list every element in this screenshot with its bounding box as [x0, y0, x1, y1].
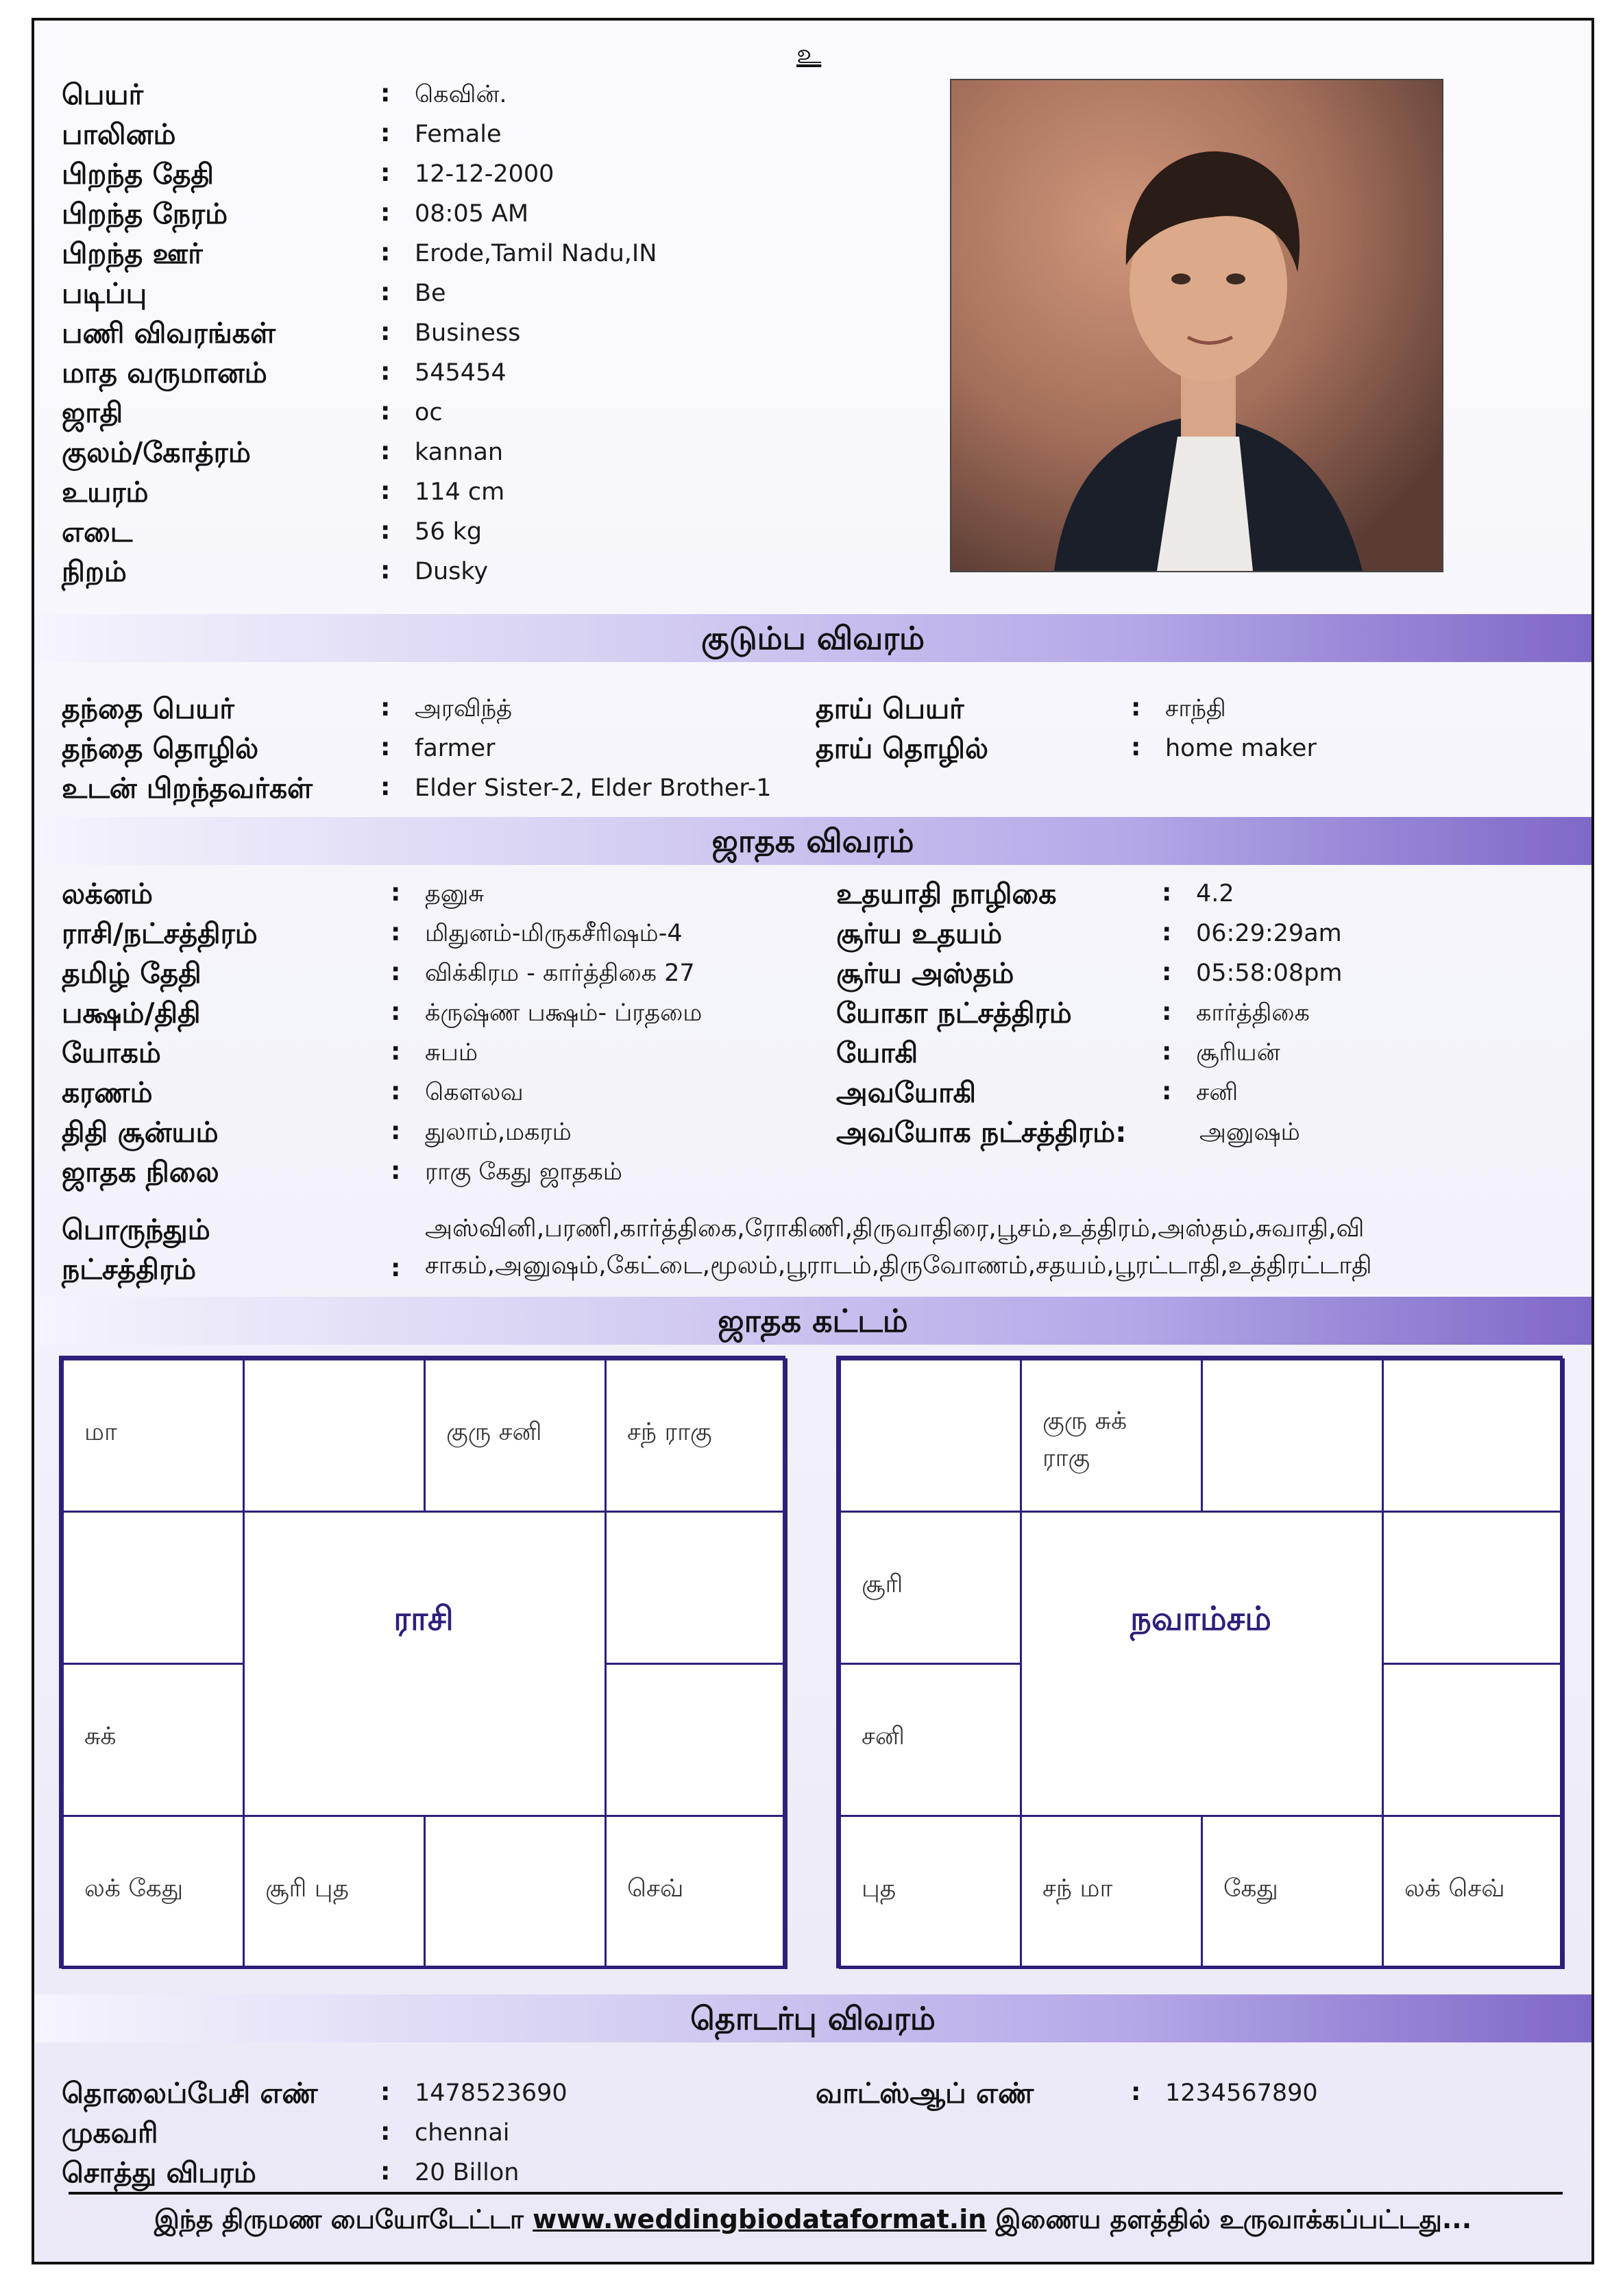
personal-value: 56 kg	[415, 518, 483, 546]
rasi-cell	[62, 1358, 245, 1513]
personal-value: Be	[415, 280, 446, 307]
phone-label: தொலைப்பேசி எண்	[62, 2077, 318, 2110]
horoscope-colon: :	[391, 1117, 401, 1145]
horoscope-label: பக்ஷம்/திதி	[62, 997, 201, 1029]
rasi-cell	[605, 1358, 788, 1513]
horoscope-label: ராசி/நட்சத்திரம்	[62, 917, 258, 950]
personal-label: பிறந்த நேரம்	[62, 197, 228, 230]
horoscope-right-colon: :	[1162, 998, 1172, 1026]
navamsam-cell	[839, 1815, 1022, 1969]
matching-stars-value-2: சாகம்,அனுஷம்,கேட்டை,மூலம்,பூராடம்,திருவோணம்,சதயம்,பூரட்டாதி,உத்திரட்டாதி	[425, 1251, 1372, 1280]
rasi-cell-planets: செவ்	[627, 1874, 684, 1903]
personal-label: படிப்பு	[62, 277, 147, 310]
personal-colon: :	[380, 159, 391, 187]
horoscope-colon: :	[391, 1077, 401, 1106]
footer-divider	[69, 2192, 1563, 2195]
avayoga-star-label: அவயோக நட்சத்திரம்:	[836, 1116, 1127, 1149]
family-section-header	[34, 614, 1591, 662]
top-mark: உ	[796, 38, 822, 70]
horoscope-right-value: சனி	[1196, 1079, 1238, 1106]
horoscope-value: விக்கிரம - கார்த்திகை 27	[425, 960, 695, 987]
personal-colon: :	[380, 199, 391, 227]
horoscope-label: கரணம்	[62, 1076, 153, 1109]
rasi-cell	[243, 1358, 426, 1513]
horoscope-right-colon: :	[1162, 918, 1172, 947]
navamsam-cell	[839, 1663, 1022, 1817]
whatsapp-value: 1234567890	[1165, 2079, 1318, 2107]
horoscope-right-colon: :	[1162, 958, 1172, 986]
horoscope-colon: :	[391, 1038, 401, 1066]
personal-label: எடை	[62, 515, 133, 548]
rasi-chart-title: ராசி	[393, 1600, 454, 1638]
personal-value: Dusky	[415, 558, 489, 585]
horoscope-label: தமிழ் தேதி	[62, 957, 202, 990]
charts-section-header	[34, 1297, 1591, 1345]
personal-label: ஜாதி	[62, 396, 123, 429]
personal-label: பணி விவரங்கள்	[62, 317, 276, 350]
rasi-cell	[605, 1663, 788, 1817]
horoscope-label: லக்னம்	[62, 877, 154, 910]
rasi-cell	[424, 1815, 607, 1969]
address-label: முகவரி	[62, 2116, 158, 2149]
horoscope-right-label: சூர்ய உதயம்	[836, 917, 1003, 950]
personal-value: Female	[415, 121, 502, 148]
rasi-cell-planets: குரு சனி	[446, 1418, 542, 1446]
horoscope-colon: :	[391, 1157, 401, 1185]
biodata-sheet	[32, 18, 1594, 2264]
personal-colon: :	[380, 557, 391, 585]
personal-colon: :	[380, 318, 391, 346]
navamsam-chart-title: நவாம்சம்	[1130, 1600, 1271, 1638]
personal-label: நிறம்	[62, 555, 127, 588]
phone-value: 1478523690	[415, 2079, 568, 2107]
matching-stars-value-1: அஸ்வினி,பரணி,கார்த்திகை,ரோகிணி,திருவாதிரை,பூசம்,உத்திரம்,அஸ்தம்,சுவாதி,வி	[425, 1214, 1365, 1243]
mother-detail-value: home maker	[1165, 735, 1317, 762]
property-label: சொத்து விபரம்	[62, 2156, 256, 2189]
navamsam-cell	[1020, 1815, 1203, 1969]
navamsam-cell	[1382, 1815, 1565, 1969]
horoscope-value: க்ருஷ்ண பக்ஷம்- ப்ரதமை	[425, 999, 703, 1027]
person-photo-icon	[951, 80, 1442, 571]
horoscope-label: யோகம்	[62, 1036, 161, 1069]
personal-label: உயரம்	[62, 476, 149, 509]
property-value: 20 Billon	[415, 2159, 520, 2186]
personal-colon: :	[380, 80, 391, 108]
personal-value: கெவின்.	[415, 81, 507, 108]
horoscope-right-value: கார்த்திகை	[1196, 999, 1310, 1027]
footer-suffix: இணைய தளத்தில் உருவாக்கப்பட்டது...	[995, 2204, 1472, 2234]
personal-label: பெயர்	[62, 78, 143, 111]
rasi-cell	[62, 1511, 245, 1665]
horoscope-colon: :	[391, 918, 401, 947]
navamsam-cell	[839, 1358, 1022, 1513]
navamsam-cell-planets: லக் செவ்	[1404, 1874, 1505, 1903]
horoscope-section-header	[34, 817, 1591, 865]
father-detail-value: Elder Sister-2, Elder Brother-1	[415, 774, 772, 802]
horoscope-right-value: சூரியன்	[1196, 1039, 1280, 1066]
personal-colon: :	[380, 477, 391, 505]
contact-section-header	[34, 1994, 1591, 2042]
personal-label: பிறந்த ஊர்	[62, 237, 203, 270]
navamsam-cell	[1382, 1663, 1565, 1817]
horoscope-right-value: 05:58:08pm	[1196, 960, 1343, 987]
horoscope-right-label: யோகி	[836, 1036, 918, 1069]
father-detail-label: தந்தை தொழில்	[62, 732, 259, 765]
rasi-cell-planets: சூரி புத	[265, 1874, 350, 1903]
navamsam-cell-planets: குரு சுக் ராகு	[1042, 1407, 1127, 1472]
personal-label: பிறந்த தேதி	[62, 158, 214, 191]
father-detail-value: அரவிந்த்	[415, 695, 513, 722]
father-detail-label: தந்தை பெயர்	[62, 692, 234, 725]
rasi-chart	[59, 1356, 785, 1968]
contact-section-title: தொடர்பு விவரம்	[690, 2000, 936, 2037]
horoscope-right-value: 06:29:29am	[1196, 920, 1342, 947]
horoscope-value: கௌலவ	[425, 1079, 524, 1106]
horoscope-right-colon: :	[1162, 879, 1172, 907]
rasi-center-box	[243, 1511, 607, 1817]
personal-colon: :	[380, 517, 391, 545]
matching-stars-label-2: நட்சத்திரம்	[62, 1253, 197, 1286]
footer-prefix: இந்த திருமண பையோடேட்டா	[154, 2204, 524, 2234]
mother-detail-colon: :	[1131, 694, 1141, 722]
mother-detail-label: தாய் பெயர்	[816, 692, 964, 725]
horoscope-right-label: அவயோகி	[836, 1076, 977, 1109]
whatsapp-colon: :	[1131, 2078, 1141, 2106]
navamsam-cell	[1020, 1358, 1203, 1513]
horoscope-value: சுபம்	[425, 1039, 478, 1066]
profile-photo	[950, 79, 1443, 572]
navamsam-cell-planets: புத	[862, 1874, 896, 1903]
personal-value: 12-12-2000	[415, 160, 554, 188]
horoscope-value: மிதுனம்-மிருகசீரிஷம்-4	[425, 920, 683, 947]
navamsam-center-box	[1020, 1511, 1384, 1817]
horoscope-value: துலாம்,மகரம்	[425, 1119, 572, 1146]
rasi-cell	[62, 1663, 245, 1817]
footer-note	[34, 2204, 1591, 2238]
property-colon: :	[380, 2158, 391, 2186]
horoscope-colon: :	[391, 879, 401, 907]
horoscope-value: ராகு கேது ஜாதகம்	[425, 1158, 622, 1186]
horoscope-colon: :	[391, 998, 401, 1026]
footer-website-link[interactable]: www.weddingbiodataformat.in	[533, 2204, 987, 2234]
horoscope-right-label: சூர்ய அஸ்தம்	[836, 957, 1014, 990]
personal-colon: :	[380, 437, 391, 465]
father-detail-colon: :	[380, 694, 391, 722]
personal-value: Erode,Tamil Nadu,IN	[415, 240, 657, 267]
address-value: chennai	[415, 2119, 510, 2147]
navamsam-chart	[836, 1356, 1563, 1968]
personal-colon: :	[380, 358, 391, 386]
rasi-cell-planets: சந் ராகு	[627, 1418, 712, 1446]
navamsam-cell-planets: சனி	[862, 1722, 905, 1750]
personal-colon: :	[380, 398, 391, 426]
rasi-cell	[424, 1358, 607, 1513]
charts-section-title: ஜாதக கட்டம்	[718, 1302, 908, 1339]
mother-detail-colon: :	[1131, 733, 1141, 761]
horoscope-colon: :	[391, 958, 401, 986]
horoscope-right-label: உதயாதி நாழிகை	[836, 877, 1057, 910]
personal-label: குலம்/கோத்ரம்	[62, 436, 251, 469]
navamsam-cell	[839, 1511, 1022, 1665]
personal-colon: :	[380, 239, 391, 267]
father-detail-value: farmer	[415, 735, 496, 762]
rasi-cell	[605, 1511, 788, 1665]
personal-value: Business	[415, 319, 521, 347]
rasi-cell	[62, 1815, 245, 1969]
phone-colon: :	[380, 2078, 391, 2106]
horoscope-right-colon: :	[1162, 1038, 1172, 1066]
personal-value: 114 cm	[415, 478, 505, 506]
personal-colon: :	[380, 278, 391, 306]
personal-colon: :	[380, 119, 391, 147]
navamsam-cell-planets: கேது	[1223, 1874, 1278, 1903]
rasi-cell	[605, 1815, 788, 1969]
personal-value: 545454	[415, 359, 507, 387]
navamsam-cell	[1382, 1358, 1565, 1513]
mother-detail-value: சாந்தி	[1165, 695, 1226, 722]
matching-stars-colon: :	[391, 1254, 401, 1282]
rasi-cell-planets: மா	[84, 1418, 117, 1446]
family-section-title: குடும்ப விவரம்	[700, 620, 925, 657]
horoscope-right-colon: :	[1162, 1077, 1172, 1106]
rasi-cell-planets: சுக்	[84, 1722, 117, 1750]
mother-detail-label: தாய் தொழில்	[816, 732, 988, 765]
personal-value: 08:05 AM	[415, 200, 529, 228]
horoscope-section-title: ஜாதக விவரம்	[711, 822, 914, 859]
horoscope-right-value: 4.2	[1196, 880, 1234, 907]
horoscope-label: திதி சூன்யம்	[62, 1116, 219, 1149]
avayoga-star-value: அனுஷம்	[1199, 1119, 1300, 1146]
rasi-cell	[243, 1815, 426, 1969]
father-detail-colon: :	[380, 773, 391, 801]
horoscope-value: தனுசு	[425, 880, 485, 907]
whatsapp-label: வாட்ஸ்ஆப் எண்	[816, 2077, 1034, 2110]
navamsam-cell	[1201, 1815, 1384, 1969]
father-detail-colon: :	[380, 733, 391, 761]
address-colon: :	[380, 2118, 391, 2146]
father-detail-label: உடன் பிறந்தவர்கள்	[62, 772, 313, 805]
personal-value: oc	[415, 399, 443, 426]
matching-stars-label-1: பொருந்தும்	[62, 1213, 210, 1246]
horoscope-label: ஜாதக நிலை	[62, 1156, 219, 1188]
navamsam-cell-planets: சந் மா	[1042, 1874, 1113, 1903]
personal-label: பாலினம்	[62, 118, 176, 151]
navamsam-cell	[1382, 1511, 1565, 1665]
rasi-cell-planets: லக் கேது	[84, 1874, 184, 1903]
personal-label: மாத வருமானம்	[62, 356, 267, 389]
horoscope-right-label: யோகா நட்சத்திரம்	[836, 997, 1072, 1029]
navamsam-cell-planets: சூரி	[862, 1570, 903, 1598]
navamsam-cell	[1201, 1358, 1384, 1513]
personal-value: kannan	[415, 439, 504, 466]
